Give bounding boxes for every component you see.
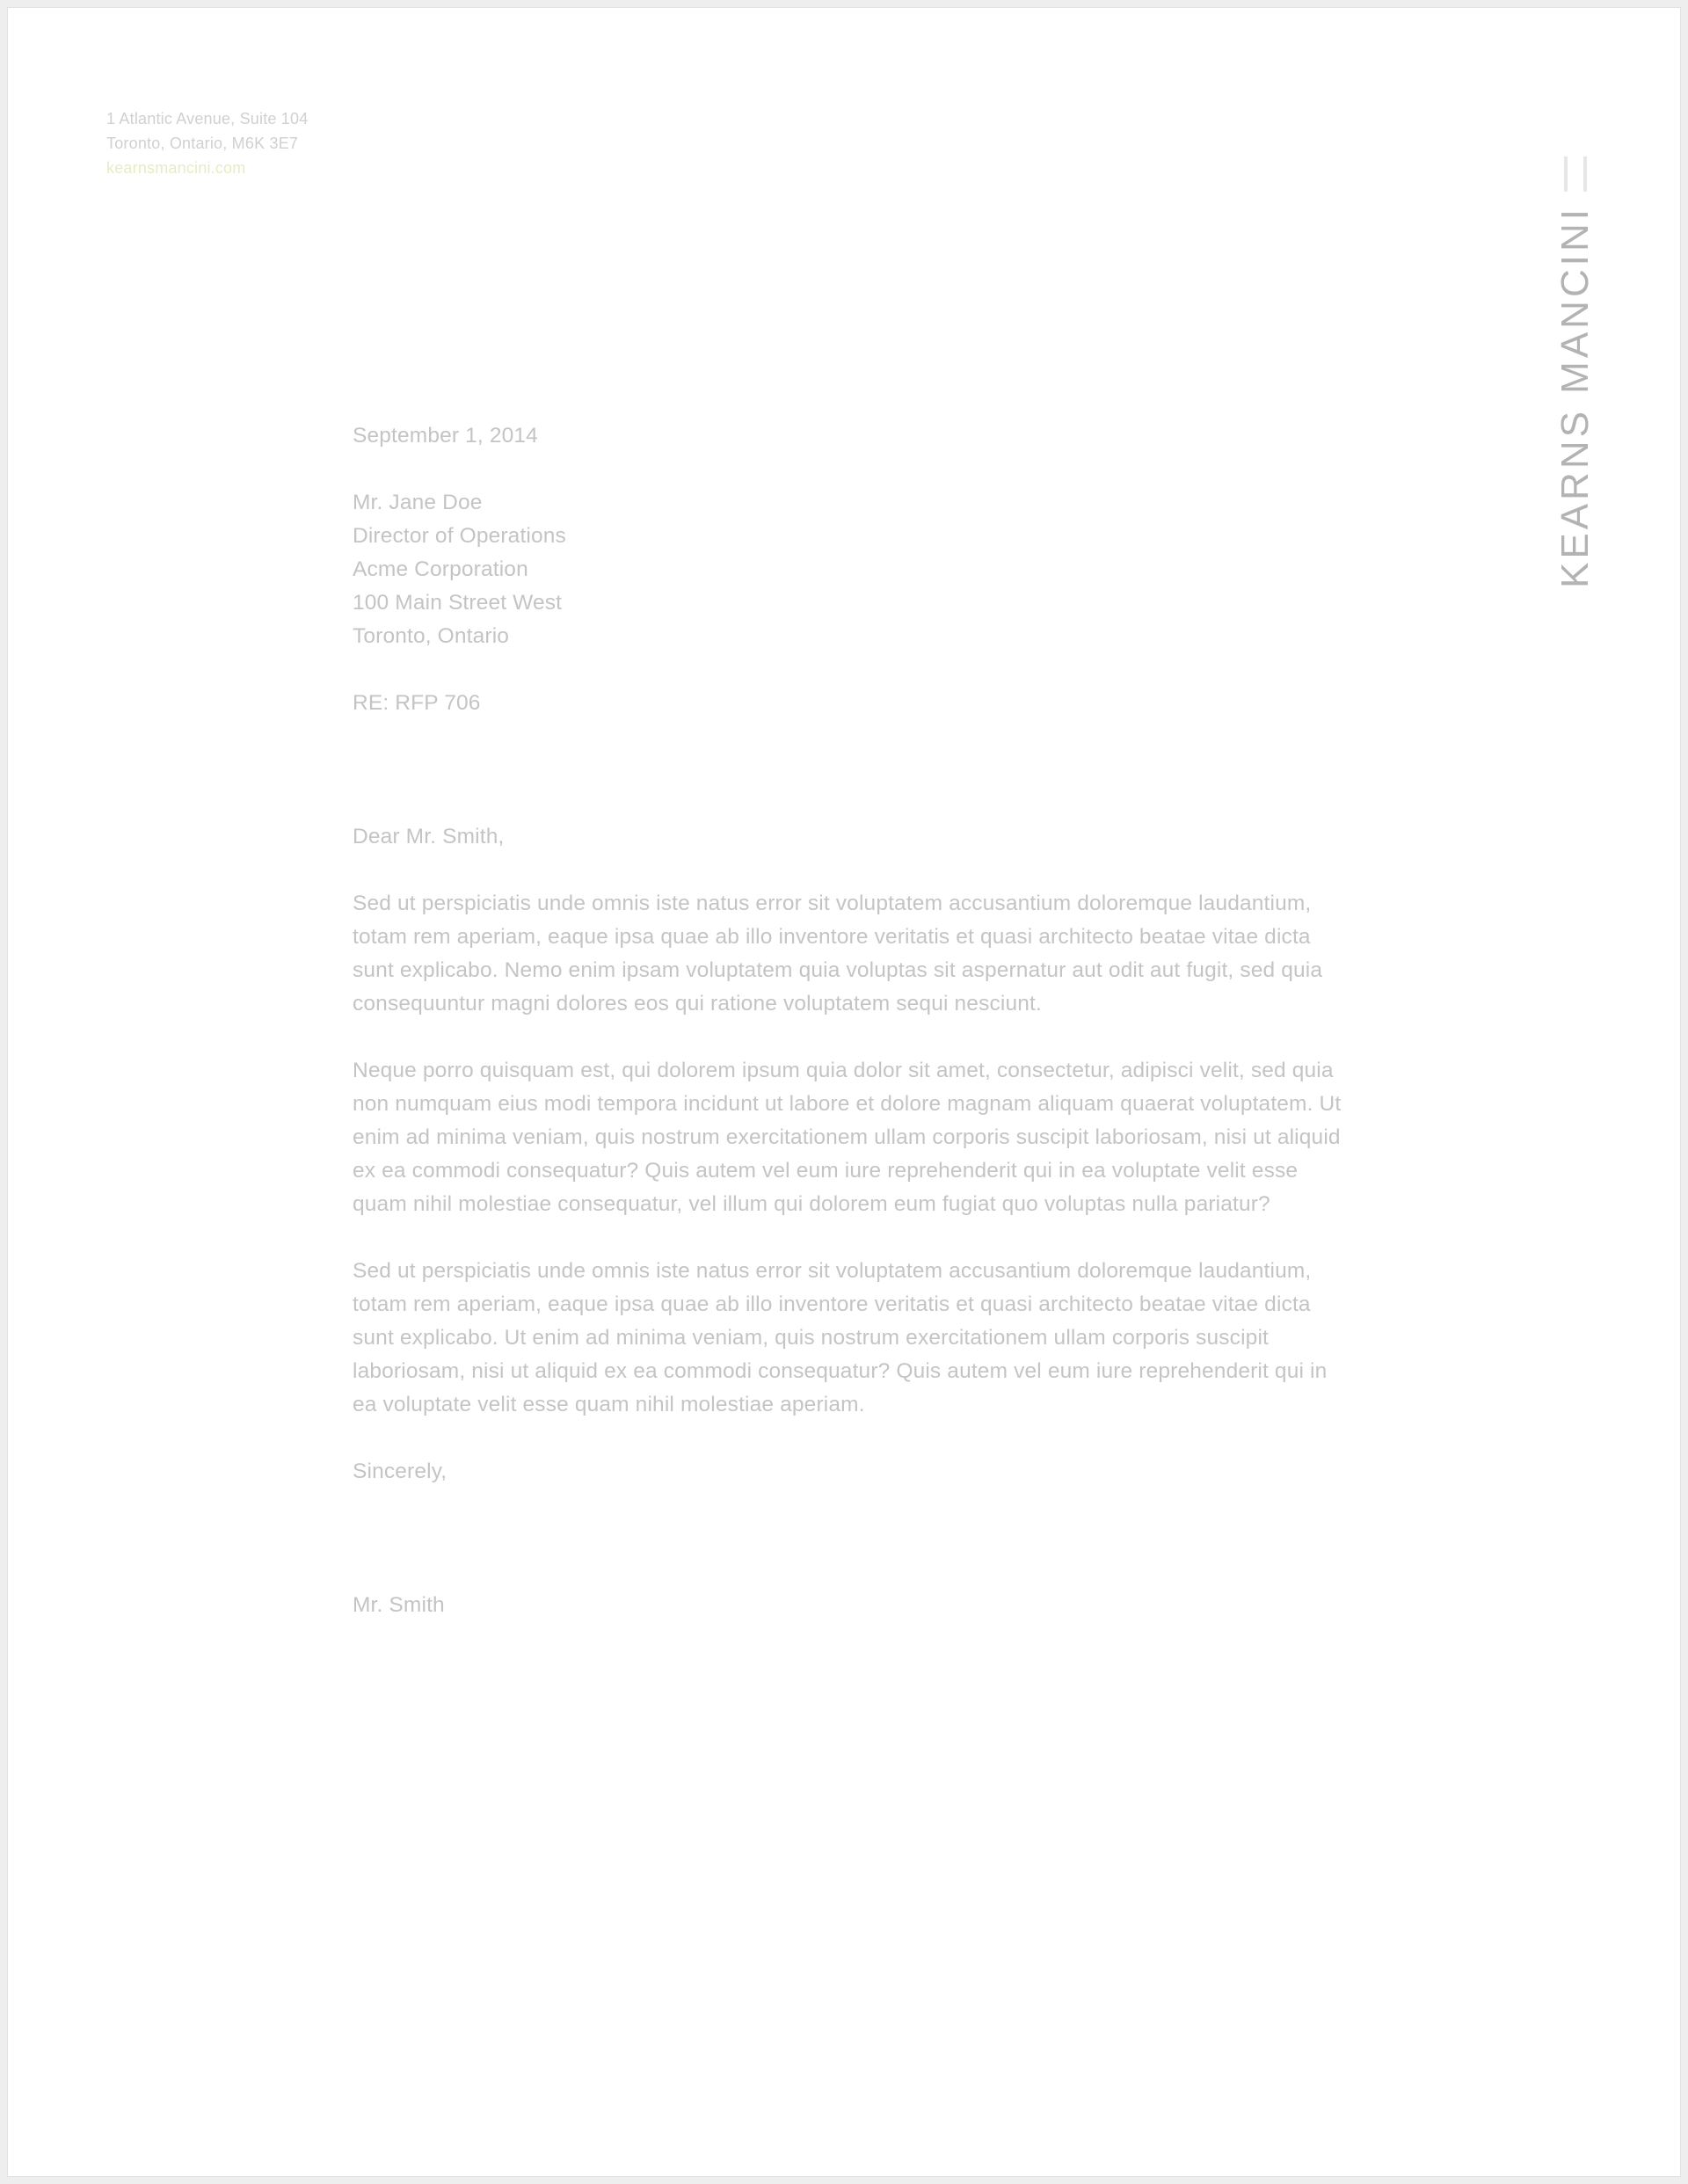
body-paragraph-2: Neque porro quisquam est, qui dolorem ipsum quia dolor sit amet, consectetur, adipisci velit, sed quia non numquam eius modi tempora incidunt ut labore et dolore magnam aliquam quaerat voluptatem. Ut enim ad minima veniam, quis nostrum exercitationem ullam corporis suscipit laboriosam, nisi ut aliquid ex ea commodi consequatur? Quis autem vel eum iure reprehenderit qui in ea voluptate velit esse quam nihil molestiae consequatur, vel illum qui dolorem eum fugiat quo voluptas nulla pariatur? bbox=[353, 1059, 1342, 1216]
brand-mark-icon bbox=[1564, 157, 1587, 192]
letterhead-address bbox=[106, 106, 308, 180]
recipient-street: 100 Main Street West bbox=[353, 591, 563, 615]
salutation: Dear Mr. Smith, bbox=[353, 825, 505, 848]
recipient-block bbox=[353, 486, 1355, 653]
letter-page bbox=[7, 7, 1681, 2177]
recipient-name: Mr. Jane Doe bbox=[353, 491, 483, 514]
signature-name: Mr. Smith bbox=[353, 1593, 445, 1617]
recipient-company: Acme Corporation bbox=[353, 557, 528, 581]
subject-line: RE: RFP 706 bbox=[353, 691, 481, 715]
recipient-title: Director of Operations bbox=[353, 524, 566, 548]
brand-name: KEARNS MANCINI bbox=[1553, 206, 1597, 588]
website-link[interactable]: kearnsmancini.com bbox=[106, 159, 246, 177]
address-line-1: 1 Atlantic Avenue, Suite 104 bbox=[106, 110, 309, 127]
letter-date: September 1, 2014 bbox=[353, 424, 538, 448]
brand-logo bbox=[1553, 105, 1597, 588]
body-paragraph-3: Sed ut perspiciatis unde omnis iste natus error sit voluptatem accusantium doloremque laudantium, totam rem aperiam, eaque ipsa quae ab illo inventore veritatis et quasi architecto beatae vitae dicta sunt explicabo. Ut enim ad minima veniam, quis nostrum exercitationem ullam corporis suscipit laboriosam, nisi ut aliquid ex ea commodi consequatur? Quis autem vel eum iure reprehenderit qui in ea voluptate velit esse quam nihil molestiae aperiam. bbox=[353, 1259, 1328, 1416]
letter-body bbox=[353, 419, 1355, 1622]
address-line-2: Toronto, Ontario, M6K 3E7 bbox=[106, 135, 299, 152]
recipient-city: Toronto, Ontario bbox=[353, 624, 510, 648]
closing: Sincerely, bbox=[353, 1460, 447, 1483]
body-paragraph-1: Sed ut perspiciatis unde omnis iste natus error sit voluptatem accusantium doloremque laudantium, totam rem aperiam, eaque ipsa quae ab illo inventore veritatis et quasi architecto beatae vitae dicta sunt explicabo. Nemo enim ipsam voluptatem quia voluptas sit aspernatur aut odit aut fugit, sed quia consequuntur magni dolores eos qui ratione voluptatem sequi nesciunt. bbox=[353, 892, 1323, 1016]
